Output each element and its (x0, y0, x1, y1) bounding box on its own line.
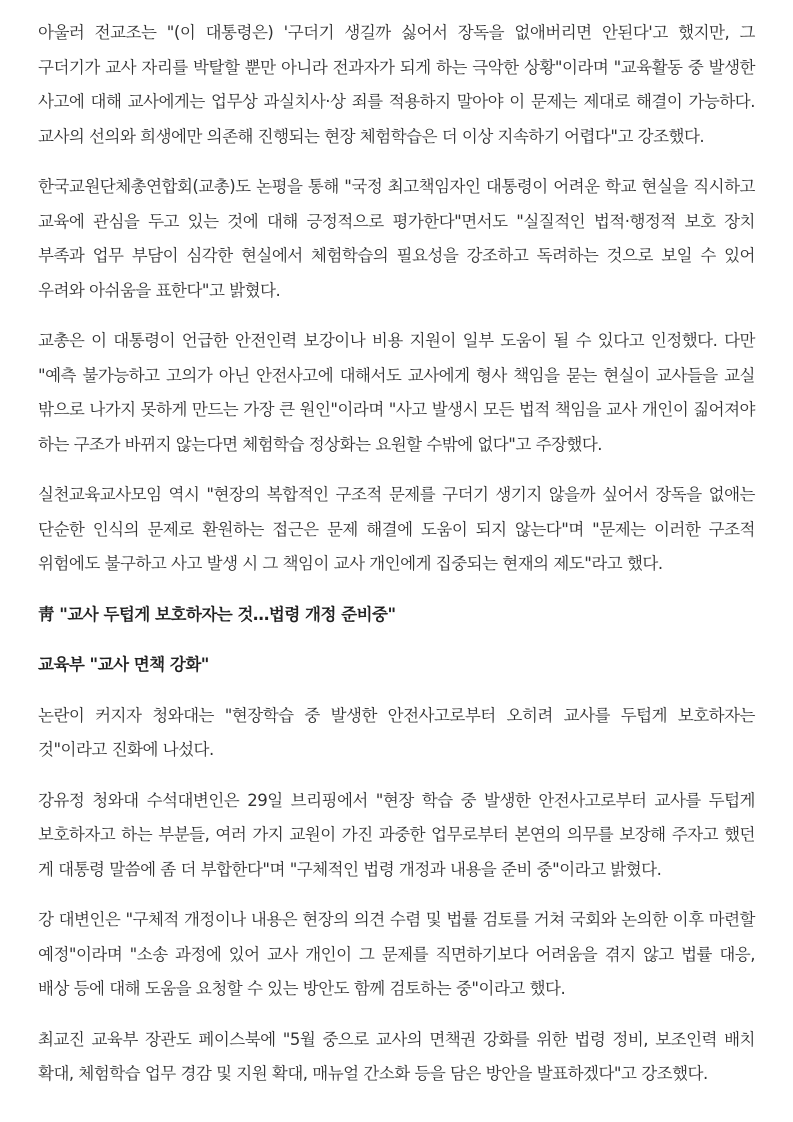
article-paragraph: 실천교육교사모임 역시 "현장의 복합적인 구조적 문제를 구더기 생기지 않을까 싶어서 장독을 없애는 단순한 인식의 문제로 환원하는 접근은 문제 해결에 도움이 되지 않는다"며 "문제는 이러한 구조적 위험에도 불구하고 사고 발생 시 그 책임이 교사 개인에게 집중되는 현재의 제도"라고 했다. (38, 485, 755, 573)
article-paragraph: 아울러 전교조는 "(이 대통령은) '구더기 생길까 싫어서 장독을 없애버리면 안된다'고 했지만, 그 구더기가 교사 자리를 박탈할 뿐만 아니라 전과자가 되게 하는 극악한 상황"이라며 "교육활동 중 발생한 사고에 대해 교사에게는 업무상 과실치사·상 죄를 적용하지 말아야 이 문제는 제대로 해결이 가능하다. 교사의 선의와 희생에만 의존해 진행되는 현장 체험학습은 더 이상 지속하기 어렵다"고 강조했다. (38, 23, 755, 146)
article-subheading: 靑 "교사 두텁게 보호하자는 것…법령 개정 준비중" (38, 604, 396, 624)
article-paragraph: 강 대변인은 "구체적 개정이나 내용은 현장의 의견 수렴 및 법률 검토를 거쳐 국회와 논의한 이후 마련할 예정"이라며 "소송 과정에 있어 교사 개인이 그 문제를 직면하기보다 어려움을 겪지 않고 법률 대응, 배상 등에 대해 도움을 요청할 수 있는 방안도 함께 검토하는 중"이라고 했다. (38, 910, 755, 998)
article-paragraph: 최교진 교육부 장관도 페이스북에 "5월 중으로 교사의 면책권 강화를 위한 법령 정비, 보조인력 배치 확대, 체험학습 업무 경감 및 지원 확대, 매뉴얼 간소화 등을 담은 방안을 발표하겠다"고 강조했다. (38, 1029, 755, 1083)
article-paragraph: 교총은 이 대통령이 언급한 안전인력 보강이나 비용 지원이 일부 도움이 될 수 있다고 인정했다. 다만 "예측 불가능하고 고의가 아닌 안전사고에 대해서도 교사에게 형사 책임을 묻는 현실이 교사들을 교실 밖으로 나가지 못하게 만드는 가장 큰 원인"이라며 "사고 발생시 모든 법적 책임을 교사 개인이 짊어져야 하는 구조가 바뀌지 않는다면 체험학습 정상화는 요원할 수밖에 없다"고 주장했다. (38, 331, 755, 454)
article-subheading: 교육부 "교사 면책 강화" (38, 655, 209, 674)
article-paragraph: 강유정 청와대 수석대변인은 29일 브리핑에서 "현장 학습 중 발생한 안전사고로부터 교사를 두텁게 보호하자고 하는 부분들, 여러 가지 교원이 가진 과중한 업무로부터 본연의 의무를 보장해 주자고 했던 게 대통령 말씀에 좀 더 부합한다"며 "구체적인 법령 개정과 내용을 준비 중"이라고 밝혔다. (38, 790, 755, 879)
article-paragraph: 한국교원단체총연합회(교총)도 논평을 통해 "국정 최고책임자인 대통령이 어려운 학교 현실을 직시하고 교육에 관심을 두고 있는 것에 대해 긍정적으로 평가한다"면서도 "실질적인 법적·행정적 보호 장치 부족과 업무 부담이 심각한 현실에서 체험학습의 필요성을 강조하고 독려하는 것으로 보일 수 있어 우려와 아쉬움을 표한다"고 밝혔다. (38, 177, 755, 300)
article-paragraph: 논란이 커지자 청와대는 "현장학습 중 발생한 안전사고로부터 오히려 교사를 두텁게 보호하자는 것"이라고 진화에 나섰다. (38, 705, 755, 759)
